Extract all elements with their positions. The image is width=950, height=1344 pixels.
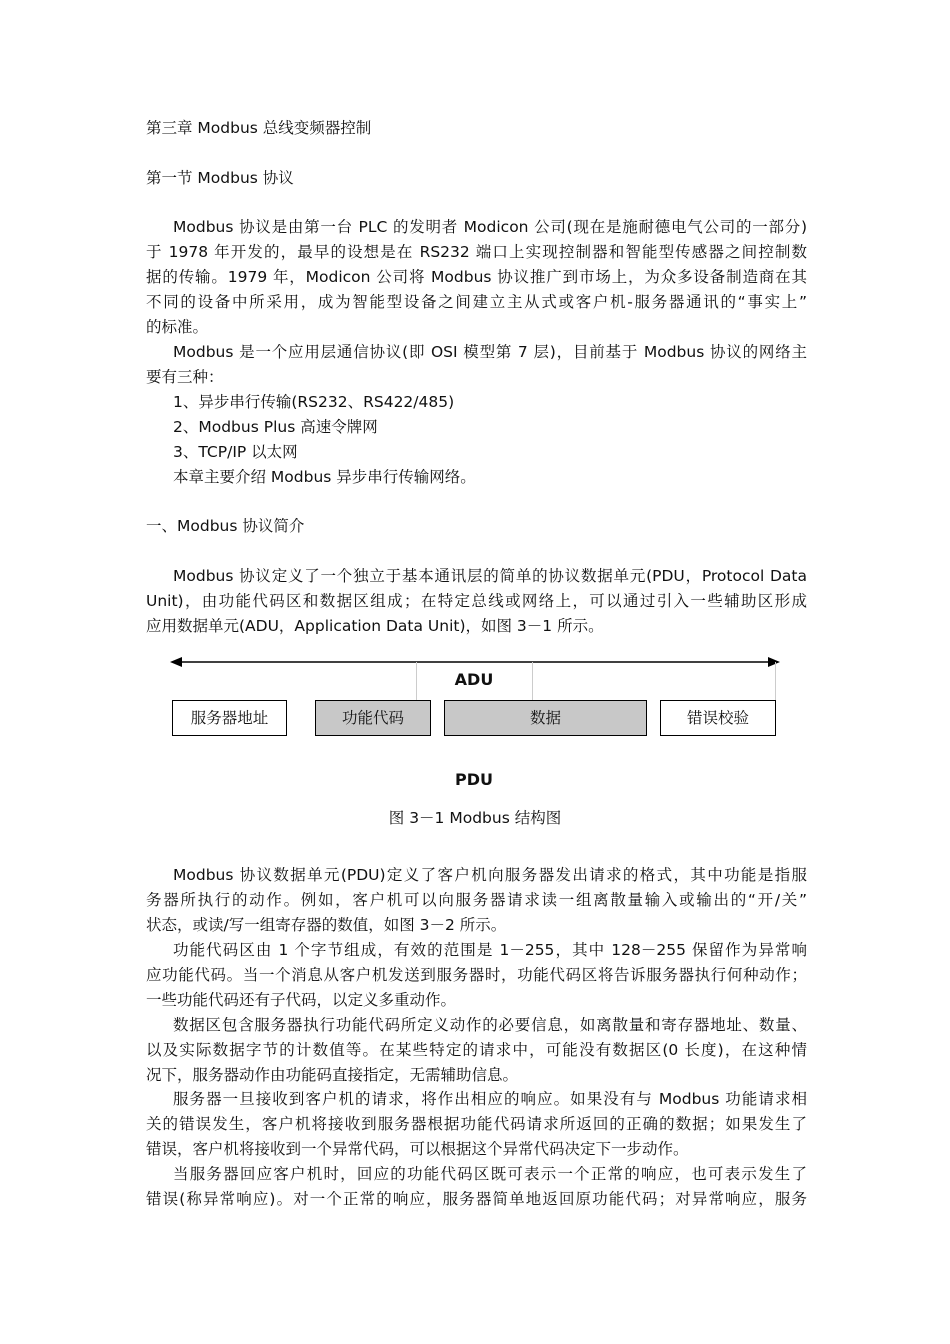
chapter-title: 第三章 Modbus 总线变频器控制: [146, 119, 372, 137]
paragraph-line: 错误(称异常响应)。对一个正常的响应，服务器简单地返回原功能代码；对异常响应，服务: [146, 1190, 807, 1208]
paragraph-line: 当服务器回应客户机时，回应的功能代码区既可表示一个正常的响应，也可表示发生了: [173, 1165, 807, 1183]
paragraph-line: 状态，或读/写一组寄存器的数值，如图 3－2 所示。: [146, 916, 507, 934]
paragraph-line: Modbus 协议定义了一个独立于基本通讯层的简单的协议数据单元(PDU，Protocol Data: [173, 567, 807, 585]
list-item: 1、异步串行传输(RS232、RS422/485): [173, 393, 455, 411]
paragraph-line: 功能代码区由 1 个字节组成，有效的范围是 1－255，其中 128－255 保留作为异常响: [173, 941, 807, 959]
paragraph-line: 的标准。: [146, 318, 209, 336]
data-box: 数据: [444, 700, 647, 736]
figure-caption: 图 3－1 Modbus 结构图: [388, 809, 562, 827]
paragraph-line: 一些功能代码还有子代码，以定义多重动作。: [146, 991, 457, 1009]
paragraph-line: 要有三种：: [146, 368, 224, 386]
paragraph-line: 错误，客户机将接收到一个异常代码，可以根据这个异常代码决定下一步动作。: [146, 1140, 689, 1158]
list-item: 3、TCP/IP 以太网: [173, 443, 298, 461]
list-item: 2、Modbus Plus 高速令牌网: [173, 418, 378, 436]
paragraph-line: 关的错误发生，客户机将接收到服务器根据功能代码请求所返回的正确的数据；如果发生了: [146, 1115, 807, 1133]
diagram-guide-line: [532, 662, 533, 700]
server-address-box: 服务器地址: [172, 700, 287, 736]
paragraph-line: Modbus 协议是由第一台 PLC 的发明者 Modicon 公司(现在是施耐德电气公司的一部分): [173, 218, 807, 236]
paragraph-line: 数据区包含服务器执行功能代码所定义动作的必要信息，如离散量和寄存器地址、数量、: [173, 1016, 807, 1034]
paragraph-line: 于 1978 年开发的，最早的设想是在 RS232 端口上实现控制器和智能型传感器之间控制数: [146, 243, 807, 261]
adu-double-arrow: [168, 652, 782, 672]
paragraph-line: 以及实际数据字节的计数值等。在某些特定的请求中，可能没有数据区(0 长度)，在这种情: [146, 1041, 807, 1059]
adu-label: ADU: [454, 670, 494, 689]
diagram-guide-line: [416, 662, 417, 700]
pdu-label: PDU: [455, 770, 493, 789]
diagram-guide-line: [775, 662, 776, 700]
paragraph-line: 不同的设备中所采用，成为智能型设备之间建立主从式或客户机-服务器通讯的“事实上”: [146, 293, 807, 311]
paragraph-line: Unit)，由功能代码区和数据区组成；在特定总线或网络上，可以通过引入一些辅助区形成: [146, 592, 807, 610]
paragraph-line: 服务器一旦接收到客户机的请求，将作出相应的响应。如果没有与 Modbus 功能请求相: [173, 1090, 807, 1108]
section-title: 第一节 Modbus 协议: [146, 169, 294, 187]
paragraph-line: 应用数据单元(ADU，Application Data Unit)，如图 3－1 所示。: [146, 617, 604, 635]
paragraph-line: 应功能代码。当一个消息从客户机发送到服务器时，功能代码区将告诉服务器执行何种动作；: [146, 966, 807, 984]
paragraph-line: 况下，服务器动作由功能码直接指定，无需辅助信息。: [146, 1066, 519, 1084]
function-code-box: 功能代码: [315, 700, 431, 736]
paragraph-line: Modbus 是一个应用层通信协议(即 OSI 模型第 7 层)，目前基于 Modbus 协议的网络主: [173, 343, 807, 361]
subsection-title: 一、Modbus 协议简介: [146, 517, 305, 535]
error-check-box: 错误校验: [660, 700, 776, 736]
paragraph-line: 务器所执行的动作。例如，客户机可以向服务器请求读一组离散量输入或输出的“开/关”: [146, 891, 807, 909]
chapter-intro: 本章主要介绍 Modbus 异步串行传输网络。: [173, 468, 476, 486]
paragraph-line: 据的传输。1979 年，Modicon 公司将 Modbus 协议推广到市场上，为众多设备制造商在其: [146, 268, 807, 286]
paragraph-line: Modbus 协议数据单元(PDU)定义了客户机向服务器发出请求的格式，其中功能是指服: [173, 866, 807, 884]
